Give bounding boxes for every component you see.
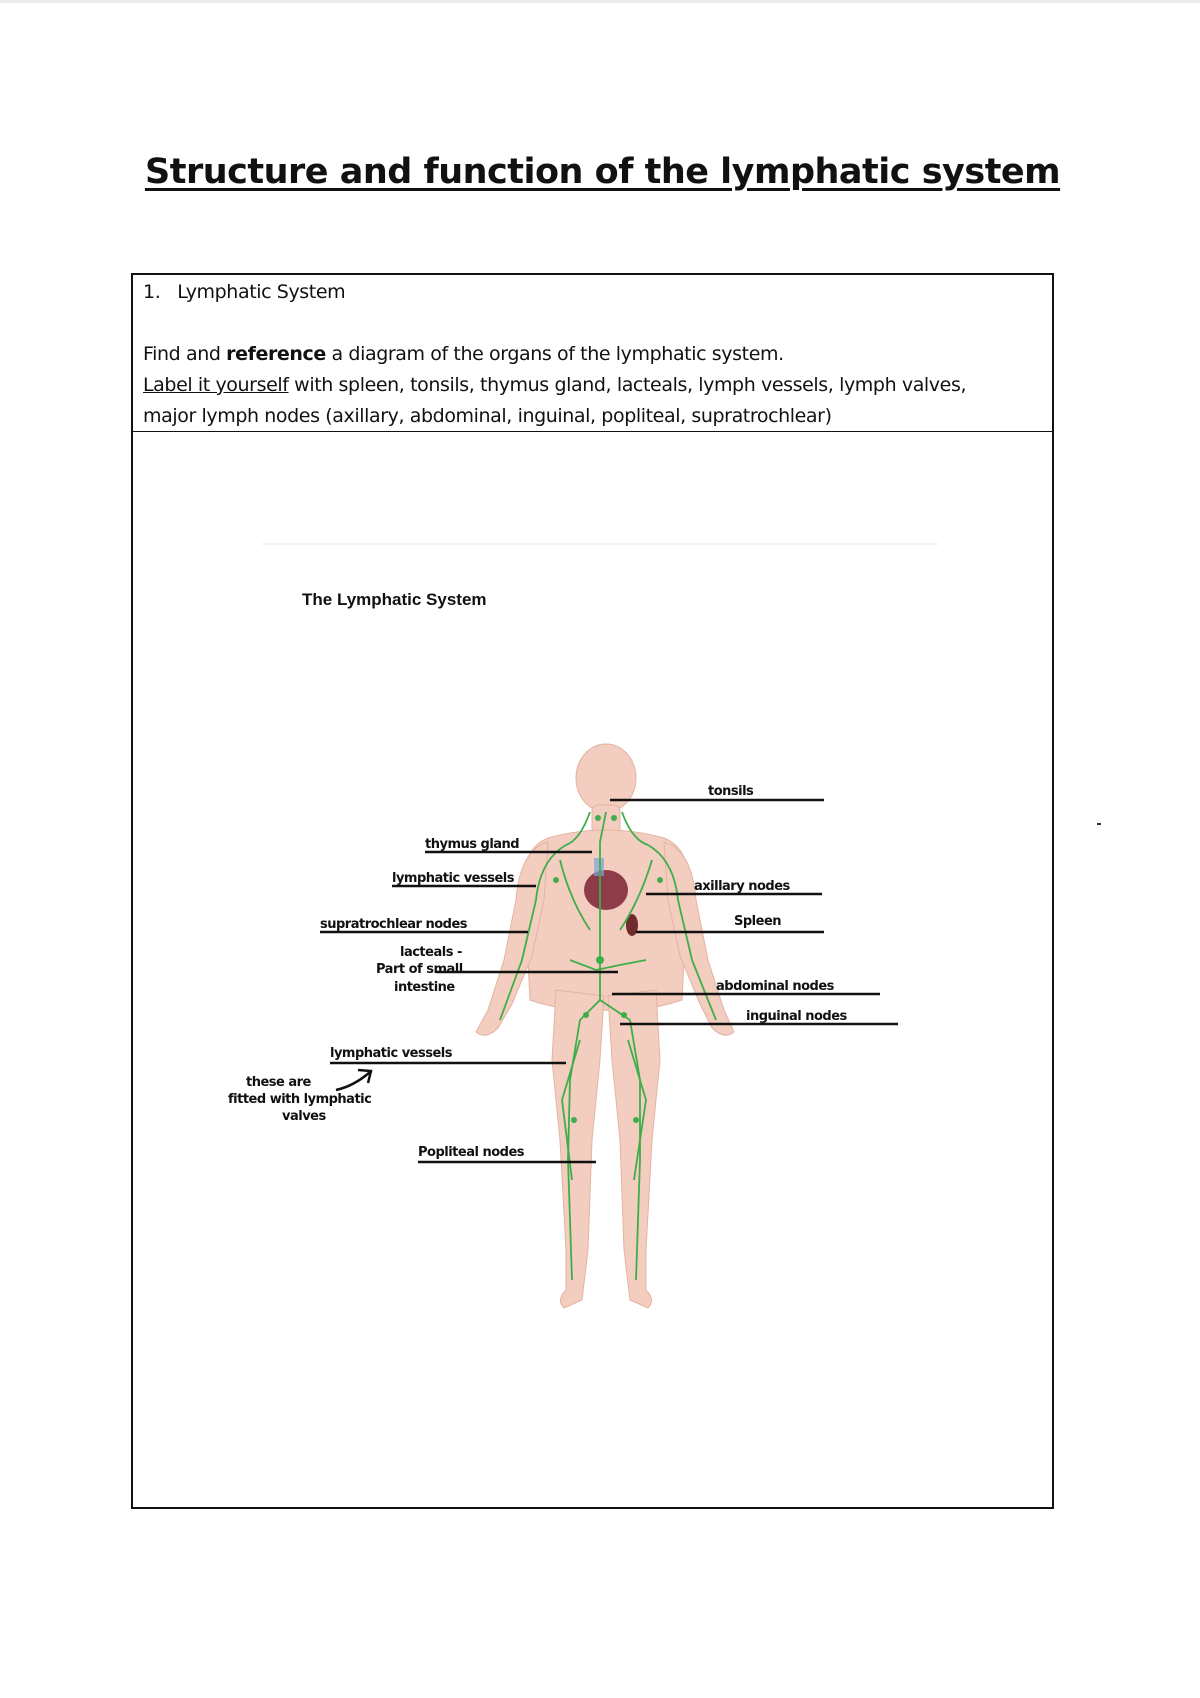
label-lacteals-line-3: intestine — [394, 980, 455, 995]
task-line-3: major lymph nodes (axillary, abdominal, inguinal, popliteal, supratrochlear) — [143, 405, 832, 427]
label-lymphatic-vessels-upper: lymphatic vessels — [392, 871, 514, 886]
task-line-2-underlined: Label it yourself — [143, 374, 289, 396]
label-thymus-gland: thymus gland — [425, 837, 520, 852]
task-line-2-post: with spleen, tonsils, thymus gland, lacteals, lymph vessels, lymph valves, — [288, 374, 967, 396]
page-title: Structure and function of the lymphatic system — [145, 152, 1061, 192]
task-line-1-post: a diagram of the organs of the lymphatic system. — [325, 343, 784, 365]
label-supratrochlear-nodes: supratrochlear nodes — [320, 917, 468, 932]
label-axillary-nodes: axillary nodes — [694, 879, 790, 894]
label-tonsils: tonsils — [708, 784, 754, 799]
task-line-1-pre: Find and — [143, 343, 227, 365]
label-abdominal-nodes: abdominal nodes — [716, 979, 834, 994]
label-popliteal-nodes: Popliteal nodes — [418, 1145, 525, 1160]
label-valves-line-1: these are — [246, 1075, 311, 1090]
label-valves-line-2: fitted with lymphatic — [228, 1092, 372, 1107]
stray-mark — [1097, 823, 1101, 825]
heart-organ — [584, 870, 628, 910]
label-valves-line-3: valves — [282, 1109, 326, 1124]
task-heading: Lymphatic System — [177, 281, 346, 303]
diagram-caption: The Lymphatic System — [302, 590, 487, 609]
label-lacteals-line-2: Part of small — [376, 962, 463, 977]
body-figure — [476, 744, 734, 1308]
task-number: 1. — [143, 281, 161, 303]
label-lymphatic-vessels-lower: lymphatic vessels — [330, 1046, 452, 1061]
label-spleen: Spleen — [734, 914, 782, 929]
label-lacteals-line-1: lacteals - — [400, 945, 462, 960]
label-inguinal-nodes: inguinal nodes — [746, 1009, 847, 1024]
task-line-1-bold: reference — [226, 343, 326, 365]
